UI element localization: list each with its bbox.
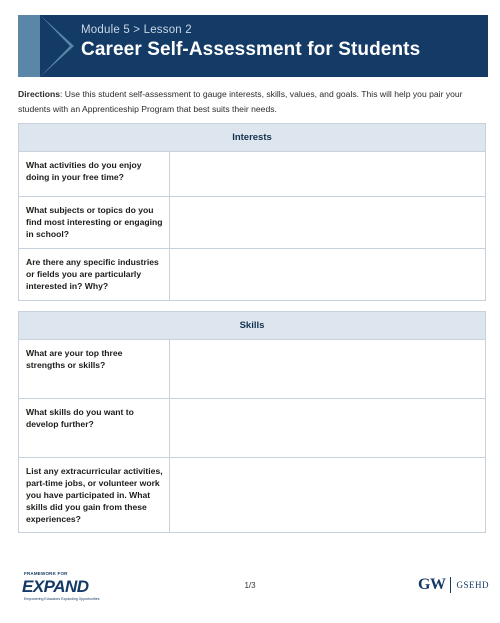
answer-field[interactable] xyxy=(170,152,485,196)
gsehd-logo-text: GSEHD xyxy=(456,580,489,590)
header-banner xyxy=(18,15,488,77)
answer-field[interactable] xyxy=(170,340,485,398)
table-row xyxy=(19,340,485,399)
gw-gsehd-logo xyxy=(418,575,489,595)
banner-chevron-decoration xyxy=(18,15,40,77)
expand-logo-tagline: Empowering Educators Expanding Opportunities xyxy=(24,597,100,601)
directions-text xyxy=(18,87,486,117)
directions-body: : Use this student self-assessment to gauge interests, skills, values, and goals. This will help you pair your students with an Apprenticeship Program that best suits their needs. xyxy=(18,89,463,114)
banner-chevron-cutout xyxy=(40,15,70,77)
question-cell: What subjects or topics do you find most interesting or engaging in school? xyxy=(19,197,170,248)
answer-field[interactable] xyxy=(170,399,485,457)
table-row xyxy=(19,249,485,300)
interests-section xyxy=(18,123,486,301)
banner-text xyxy=(81,24,420,61)
expand-logo-small: FRAMEWORK FOR xyxy=(24,571,68,576)
answer-field[interactable] xyxy=(170,458,485,532)
page-footer xyxy=(0,565,500,605)
directions-label: Directions xyxy=(18,89,61,99)
table-row xyxy=(19,197,485,249)
answer-field[interactable] xyxy=(170,249,485,300)
page-number: 1/3 xyxy=(244,581,256,590)
breadcrumb: Module 5 > Lesson 2 xyxy=(81,24,192,36)
table-row xyxy=(19,458,485,532)
skills-section xyxy=(18,311,486,533)
answer-field[interactable] xyxy=(170,197,485,248)
section-header-skills: Skills xyxy=(19,312,485,340)
section-header-interests: Interests xyxy=(19,124,485,152)
question-cell: What are your top three strengths or skills? xyxy=(19,340,170,398)
question-cell: What activities do you enjoy doing in your free time? xyxy=(19,152,170,196)
expand-logo-word: EXPAND xyxy=(22,577,89,596)
gw-logo-text: GW xyxy=(418,576,446,593)
table-row xyxy=(19,399,485,458)
logo-divider xyxy=(450,577,451,593)
page-title: Career Self-Assessment for Students xyxy=(81,39,421,60)
question-cell: What skills do you want to develop further? xyxy=(19,399,170,457)
question-cell: Are there any specific industries or fields you are particularly interested in? Why? xyxy=(19,249,170,300)
question-cell: List any extracurricular activities, part-time jobs, or volunteer work you have participated in. What skills did you gain from these experiences? xyxy=(19,458,170,532)
table-row xyxy=(19,152,485,197)
